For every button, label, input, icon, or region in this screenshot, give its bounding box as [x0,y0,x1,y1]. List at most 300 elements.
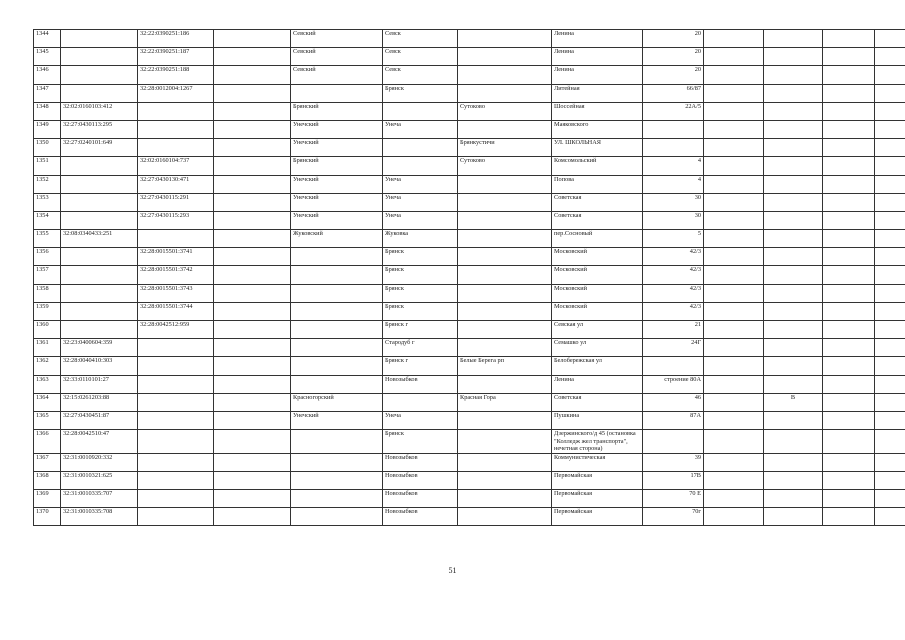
cell-note [875,302,905,320]
cell-row-number: 1353 [34,193,61,211]
cell-building [704,508,764,526]
cell-cadastral-number-land [61,193,138,211]
cell-city: Брянск г [383,321,458,339]
cell-extra-field [214,230,291,248]
cell-house-number: 24Г [643,339,704,357]
cell-house-number: 20 [643,66,704,84]
table-row [34,471,905,489]
table-row [34,339,905,357]
cell-cadastral-number-building: 32:22:0390251:186 [138,30,214,48]
cell-extra-field [214,302,291,320]
cell-note [875,393,905,411]
cell-city: Брянск [383,84,458,102]
cell-row-number: 1361 [34,339,61,357]
cell-apartment [823,248,875,266]
cell-cadastral-number-land [61,84,138,102]
cell-district [291,339,383,357]
cell-settlement [458,66,552,84]
cell-street: Пушкина [552,411,643,429]
cell-cadastral-number-building [138,411,214,429]
cell-settlement [458,30,552,48]
cell-extra-field [214,120,291,138]
cell-house-number: 4 [643,175,704,193]
cell-cadastral-number-building [138,490,214,508]
cell-city: Новозыбков [383,375,458,393]
cell-extra-field [214,430,291,454]
cell-apartment [823,453,875,471]
table-row [34,230,905,248]
cell-cadastral-number-land [61,157,138,175]
cell-structure [764,321,823,339]
cell-building [704,266,764,284]
cell-building [704,430,764,454]
cell-extra-field [214,102,291,120]
cell-house-number: 70г [643,508,704,526]
cell-house-number: 30 [643,193,704,211]
cell-district [291,321,383,339]
cell-city: Брянск [383,302,458,320]
cell-apartment [823,471,875,489]
cell-row-number: 1370 [34,508,61,526]
cell-note [875,102,905,120]
cell-cadastral-number-land: 32:28:0040410:303 [61,357,138,375]
table-row [34,375,905,393]
cell-structure [764,30,823,48]
cell-structure [764,84,823,102]
cell-apartment [823,139,875,157]
cell-extra-field [214,375,291,393]
table-row [34,266,905,284]
cell-district: Жуковский [291,230,383,248]
cell-house-number: 42/3 [643,302,704,320]
cell-cadastral-number-land: 32:31:0010335:708 [61,508,138,526]
cell-extra-field [214,30,291,48]
cell-apartment [823,193,875,211]
cell-row-number: 1358 [34,284,61,302]
cell-city: Брянск [383,430,458,454]
cell-district [291,430,383,454]
cell-cadastral-number-building: 32:28:0042512:959 [138,321,214,339]
cell-cadastral-number-land: 32:31:0010920:332 [61,453,138,471]
cell-cadastral-number-land: 32:27:0430113:295 [61,120,138,138]
cell-structure [764,411,823,429]
cell-apartment [823,490,875,508]
cell-apartment [823,430,875,454]
cell-settlement [458,339,552,357]
cell-structure [764,471,823,489]
cell-cadastral-number-building [138,471,214,489]
cell-settlement [458,453,552,471]
cell-street: Советская [552,193,643,211]
cell-building [704,48,764,66]
cell-city [383,102,458,120]
cell-district: Унечский [291,120,383,138]
cell-row-number: 1366 [34,430,61,454]
cell-building [704,453,764,471]
cell-city [383,157,458,175]
cell-house-number: 17В [643,471,704,489]
cell-apartment [823,66,875,84]
table-row [34,453,905,471]
cell-district: Унечский [291,175,383,193]
cell-street: Коммунистическая [552,453,643,471]
cell-note [875,120,905,138]
cell-settlement: Сутоково [458,102,552,120]
cell-cadastral-number-building [138,375,214,393]
cell-extra-field [214,339,291,357]
cell-row-number: 1344 [34,30,61,48]
cell-settlement [458,193,552,211]
cell-note [875,193,905,211]
cell-note [875,211,905,229]
cell-row-number: 1354 [34,211,61,229]
cell-house-number: 39 [643,453,704,471]
cell-street: Попова [552,175,643,193]
cell-street: Литейная [552,84,643,102]
cell-street: Первомайская [552,508,643,526]
cell-row-number: 1368 [34,471,61,489]
cell-house-number: 22А/5 [643,102,704,120]
cell-settlement [458,302,552,320]
cell-note [875,266,905,284]
table-row [34,175,905,193]
cell-city [383,393,458,411]
cell-extra-field [214,357,291,375]
cell-cadastral-number-building: 32:28:0015501:3743 [138,284,214,302]
cell-row-number: 1355 [34,230,61,248]
cell-note [875,139,905,157]
cell-apartment [823,321,875,339]
cell-street: Шоссейная [552,102,643,120]
cell-house-number: 5 [643,230,704,248]
cell-row-number: 1351 [34,157,61,175]
cell-structure [764,302,823,320]
cell-city: Севск [383,66,458,84]
cell-district [291,284,383,302]
table-row [34,120,905,138]
cell-settlement: Белые Берега рп [458,357,552,375]
cell-settlement [458,430,552,454]
cell-structure [764,48,823,66]
cell-street: Московский [552,302,643,320]
cell-building [704,102,764,120]
cell-cadastral-number-land [61,48,138,66]
cell-apartment [823,375,875,393]
cell-cadastral-number-building [138,393,214,411]
table-row [34,393,905,411]
cell-structure [764,339,823,357]
cell-extra-field [214,508,291,526]
cell-city: Брянск [383,284,458,302]
cell-note [875,248,905,266]
cell-settlement [458,266,552,284]
cell-cadastral-number-land [61,284,138,302]
cell-row-number: 1365 [34,411,61,429]
cell-city: Унеча [383,120,458,138]
cell-note [875,84,905,102]
cell-cadastral-number-land: 32:23:0400604:359 [61,339,138,357]
cell-cadastral-number-land [61,30,138,48]
table-row [34,48,905,66]
cell-note [875,453,905,471]
table-row [34,139,905,157]
cell-city: Унеча [383,175,458,193]
cell-note [875,30,905,48]
cell-structure [764,508,823,526]
cell-cadastral-number-land: 32:15:0261203:88 [61,393,138,411]
cell-cadastral-number-building [138,453,214,471]
cell-city: Унеча [383,211,458,229]
cell-row-number: 1367 [34,453,61,471]
cell-note [875,339,905,357]
cell-building [704,175,764,193]
cell-street: Советская [552,211,643,229]
cell-settlement [458,321,552,339]
cell-row-number: 1345 [34,48,61,66]
cell-building [704,193,764,211]
cell-settlement [458,175,552,193]
cell-district [291,357,383,375]
cell-extra-field [214,490,291,508]
cell-extra-field [214,248,291,266]
cell-building [704,339,764,357]
cell-structure [764,211,823,229]
cell-house-number: 20 [643,30,704,48]
cell-city: Севск [383,48,458,66]
cell-city: Новозыбков [383,490,458,508]
cell-note [875,357,905,375]
cell-row-number: 1362 [34,357,61,375]
cell-extra-field [214,266,291,284]
cell-district [291,490,383,508]
cell-apartment [823,84,875,102]
cell-settlement [458,120,552,138]
cell-cadastral-number-building: 32:27:0430130:471 [138,175,214,193]
cell-district: Унечский [291,139,383,157]
cell-street: Ленина [552,48,643,66]
cell-apartment [823,411,875,429]
cell-structure [764,430,823,454]
cell-extra-field [214,453,291,471]
cell-district [291,471,383,489]
cell-structure [764,248,823,266]
cell-cadastral-number-land [61,302,138,320]
cell-cadastral-number-building [138,120,214,138]
cell-house-number: 21 [643,321,704,339]
cell-apartment [823,393,875,411]
table-row [34,284,905,302]
cell-city: Брянск г [383,357,458,375]
table-row [34,508,905,526]
cell-structure [764,490,823,508]
cell-house-number: 4 [643,157,704,175]
cell-cadastral-number-building [138,102,214,120]
cell-row-number: 1359 [34,302,61,320]
cell-settlement [458,490,552,508]
cell-extra-field [214,66,291,84]
cell-settlement [458,248,552,266]
cell-cadastral-number-building: 32:27:0430115:293 [138,211,214,229]
cell-settlement [458,508,552,526]
cell-house-number: 87А [643,411,704,429]
table-row [34,411,905,429]
cell-extra-field [214,411,291,429]
cell-cadastral-number-building: 32:22:0390251:188 [138,66,214,84]
cell-building [704,139,764,157]
cell-building [704,66,764,84]
cell-cadastral-number-building [138,430,214,454]
cell-street: Комсомольский [552,157,643,175]
cell-cadastral-number-land [61,66,138,84]
cell-house-number [643,139,704,157]
cell-street: Московский [552,248,643,266]
cell-street: Советская [552,393,643,411]
cell-cadastral-number-land: 32:08:0340433:251 [61,230,138,248]
cell-row-number: 1364 [34,393,61,411]
cell-cadastral-number-building: 32:02:0160104:737 [138,157,214,175]
table-row [34,193,905,211]
cell-city: Севск [383,30,458,48]
cell-cadastral-number-land [61,266,138,284]
table-body [34,30,905,526]
cell-street: пер.Сосновый [552,230,643,248]
cell-settlement [458,211,552,229]
cell-structure [764,357,823,375]
cell-row-number: 1347 [34,84,61,102]
cell-cadastral-number-building: 32:28:0015501:3744 [138,302,214,320]
cell-house-number: 42/3 [643,266,704,284]
table-row [34,490,905,508]
cell-structure [764,375,823,393]
cell-apartment [823,302,875,320]
cell-apartment [823,30,875,48]
cell-row-number: 1346 [34,66,61,84]
cell-house-number: 46 [643,393,704,411]
cell-city: Новозыбков [383,453,458,471]
cell-apartment [823,120,875,138]
cell-extra-field [214,321,291,339]
cell-settlement [458,471,552,489]
cell-building [704,375,764,393]
cell-apartment [823,339,875,357]
table-row [34,302,905,320]
cell-house-number: 42/3 [643,284,704,302]
cell-apartment [823,102,875,120]
cell-note [875,321,905,339]
cell-cadastral-number-building [138,508,214,526]
cell-settlement [458,48,552,66]
cell-note [875,230,905,248]
cell-cadastral-number-land [61,175,138,193]
cell-structure [764,102,823,120]
cell-apartment [823,48,875,66]
cell-apartment [823,157,875,175]
cell-house-number [643,357,704,375]
cell-house-number [643,120,704,138]
cell-city: Жуковка [383,230,458,248]
cell-street: Ленина [552,66,643,84]
cell-city [383,139,458,157]
cell-district: Унечский [291,211,383,229]
table-row [34,30,905,48]
cell-district [291,302,383,320]
cell-row-number: 1357 [34,266,61,284]
cell-building [704,230,764,248]
cell-city: Унеча [383,193,458,211]
cell-note [875,284,905,302]
cell-cadastral-number-land [61,321,138,339]
cell-house-number: 20 [643,48,704,66]
cell-note [875,48,905,66]
cell-house-number: 30 [643,211,704,229]
cell-cadastral-number-building [138,339,214,357]
cell-note [875,157,905,175]
cell-house-number: 66/87 [643,84,704,102]
cell-apartment [823,230,875,248]
cell-building [704,84,764,102]
cell-settlement [458,375,552,393]
cell-building [704,157,764,175]
cell-row-number: 1369 [34,490,61,508]
table-row [34,157,905,175]
cell-structure [764,120,823,138]
cell-structure [764,157,823,175]
cell-cadastral-number-building: 32:28:0015501:3742 [138,266,214,284]
table-row [34,430,905,454]
cell-building [704,471,764,489]
cell-building [704,120,764,138]
cell-street: Первомайская [552,490,643,508]
cell-settlement: Брянкустичи [458,139,552,157]
cell-structure [764,175,823,193]
cell-note [875,430,905,454]
cell-note [875,375,905,393]
cell-row-number: 1360 [34,321,61,339]
cell-row-number: 1350 [34,139,61,157]
cell-cadastral-number-land: 32:33:0110101:27 [61,375,138,393]
cell-street: Московский [552,284,643,302]
cell-street: Московский [552,266,643,284]
cell-cadastral-number-building [138,357,214,375]
cell-street: Ленина [552,30,643,48]
cell-house-number [643,430,704,454]
cadastral-registry-table [33,29,905,526]
cell-building [704,30,764,48]
cell-house-number: 42/3 [643,248,704,266]
cell-district: Брянский [291,102,383,120]
cell-building [704,393,764,411]
cell-cadastral-number-land: 32:02:0160103:412 [61,102,138,120]
cell-cadastral-number-building [138,230,214,248]
cell-structure [764,139,823,157]
cell-district [291,248,383,266]
cell-settlement [458,230,552,248]
cell-house-number: 70 Е [643,490,704,508]
cell-district [291,84,383,102]
cell-extra-field [214,471,291,489]
cell-city: Новозыбков [383,508,458,526]
cell-cadastral-number-land: 32:27:0430451:87 [61,411,138,429]
cell-cadastral-number-building: 32:27:0430115:291 [138,193,214,211]
cell-cadastral-number-land [61,211,138,229]
cell-row-number: 1349 [34,120,61,138]
table-row [34,321,905,339]
cell-structure: В [764,393,823,411]
cell-apartment [823,211,875,229]
cell-city: Стародуб г [383,339,458,357]
cell-structure [764,66,823,84]
table-row [34,357,905,375]
